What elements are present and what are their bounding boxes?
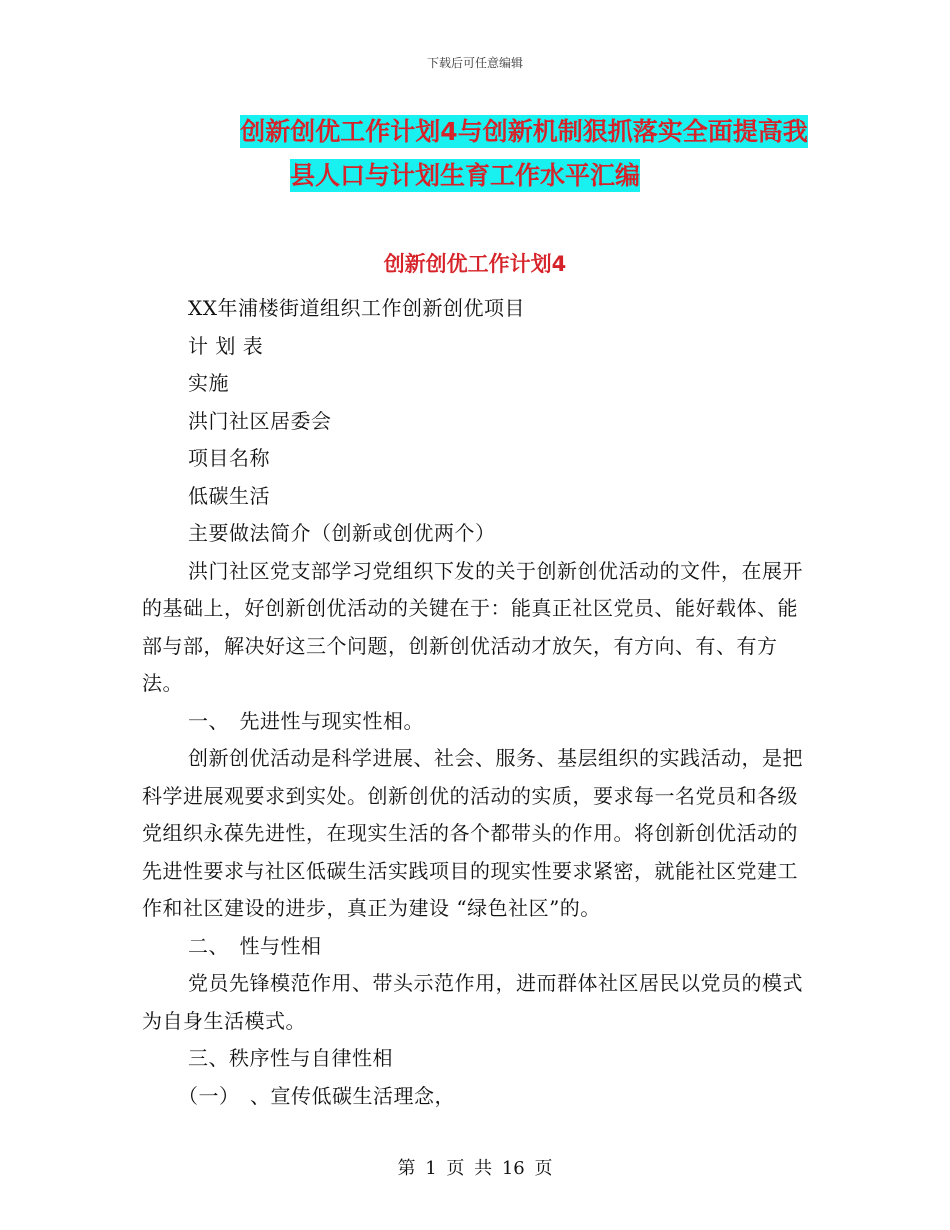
paragraph: 计 划 表 [188, 333, 264, 358]
title-line-1: 创新创优工作计划4与创新机制狠抓落实全面提高我 [240, 117, 808, 146]
document-body [142, 290, 812, 1115]
paragraph: 三、秩序性与自律性相 [188, 1046, 393, 1070]
paragraph: 主要做法简介（创新或创优两个） [188, 521, 496, 545]
document-title [150, 110, 850, 198]
paragraph: 项目名称 [188, 446, 270, 470]
header-note: 下载后可任意编辑 [426, 56, 523, 70]
paragraph: 低碳生活 [188, 483, 270, 508]
paragraph: （一） 、宣传低碳生活理念， [178, 1083, 455, 1108]
paragraph: 洪门社区党支部学习党组织下发的关于创新创优活动的文件，在展开的基础上，好创新创优活动的关键在于：能真正社区党员、能好载体、能部与部，解决好这三个问题，创新创优活动才放矢，有方向、有、有方法。 [142, 558, 803, 695]
title-line-2: 县人口与计划生育工作水平汇编 [290, 161, 641, 190]
paragraph: 洪门社区居委会 [188, 408, 332, 433]
section-title: 创新创优工作计划4 [383, 252, 567, 276]
paragraph: 党员先锋模范作用、带头示范作用，进而群体社区居民以党员的模式为自身生活模式。 [142, 971, 803, 1033]
paragraph: 创新创优活动是科学进展、社会、服务、基层组织的实践活动，是把科学进展观要求到实处。创新创优的活动的实质，要求每一名党员和各级党组织永葆先进性，在现实生活的各个都带头的作用。将创新创优活动的先进性要求与社区低碳生活实践项目的现实性要求紧密，就能社区党建工作和社区建设的进步，真正为建设 “绿色社区”的。 [142, 746, 803, 920]
paragraph: 二、 性与性相 [188, 933, 322, 958]
paragraph: 一、 先进性与现实性相。 [188, 708, 424, 733]
paragraph: XX年浦楼街道组织工作创新创优项目 [188, 296, 525, 320]
paragraph: 实施 [188, 371, 229, 395]
page-footer: 第 1 页 共 16 页 [397, 1158, 553, 1179]
